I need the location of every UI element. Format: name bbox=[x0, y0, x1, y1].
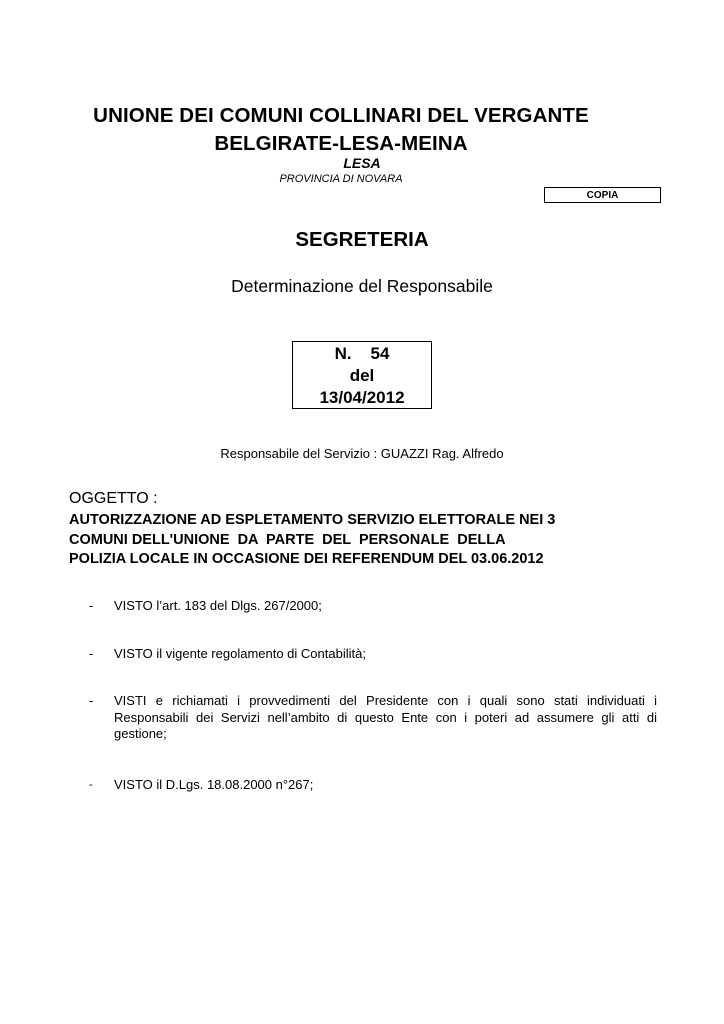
province-name: PROVINCIA DI NOVARA bbox=[279, 173, 403, 185]
section-title: SEGRETERIA bbox=[295, 228, 429, 251]
list-item: VISTO il D.Lgs. 18.08.2000 n°267; bbox=[114, 777, 314, 792]
list-item: VISTO l’art. 183 del Dlgs. 267/2000; bbox=[114, 598, 322, 613]
subject-line: POLIZIA LOCALE IN OCCASIONE DEI REFERENDUM DEL 03.06.2012 bbox=[69, 551, 544, 567]
town-name: LESA bbox=[343, 155, 381, 171]
document-type: Determinazione del Responsabile bbox=[231, 276, 493, 296]
list-bullet: - bbox=[89, 693, 94, 708]
title-line-1: UNIONE DEI COMUNI COLLINARI DEL VERGANTE bbox=[93, 104, 589, 127]
determination-number-box bbox=[292, 341, 432, 409]
list-item: VISTI e richiamati i provvedimenti del Presidente con i quali sono stati individuati i Responsabili dei Servizi nell’ambito di questo Ente con i poteri ad assumere gli atti di gestione; bbox=[114, 693, 657, 741]
determination-number: N. 54 bbox=[334, 344, 390, 363]
subject-line: COMUNI DELL'UNIONE DA PARTE DEL PERSONALE DELLA bbox=[69, 531, 506, 548]
subject-text bbox=[69, 511, 669, 570]
determination-date: 13/04/2012 bbox=[319, 388, 405, 407]
subject-label: OGGETTO : bbox=[69, 490, 158, 507]
title-line-2: BELGIRATE-LESA-MEINA bbox=[214, 132, 468, 155]
subject-line: AUTORIZZAZIONE AD ESPLETAMENTO SERVIZIO ELETTORALE NEI 3 bbox=[69, 512, 556, 528]
service-responsible: Responsabile del Servizio : GUAZZI Rag. Alfredo bbox=[220, 446, 504, 461]
list-bullet: - bbox=[89, 779, 93, 791]
list-bullet: - bbox=[89, 646, 94, 661]
copy-label-box: COPIA bbox=[544, 187, 661, 203]
list-bullet: - bbox=[89, 598, 94, 613]
determination-del: del bbox=[349, 366, 375, 385]
list-item: VISTO il vigente regolamento di Contabilità; bbox=[114, 646, 366, 661]
